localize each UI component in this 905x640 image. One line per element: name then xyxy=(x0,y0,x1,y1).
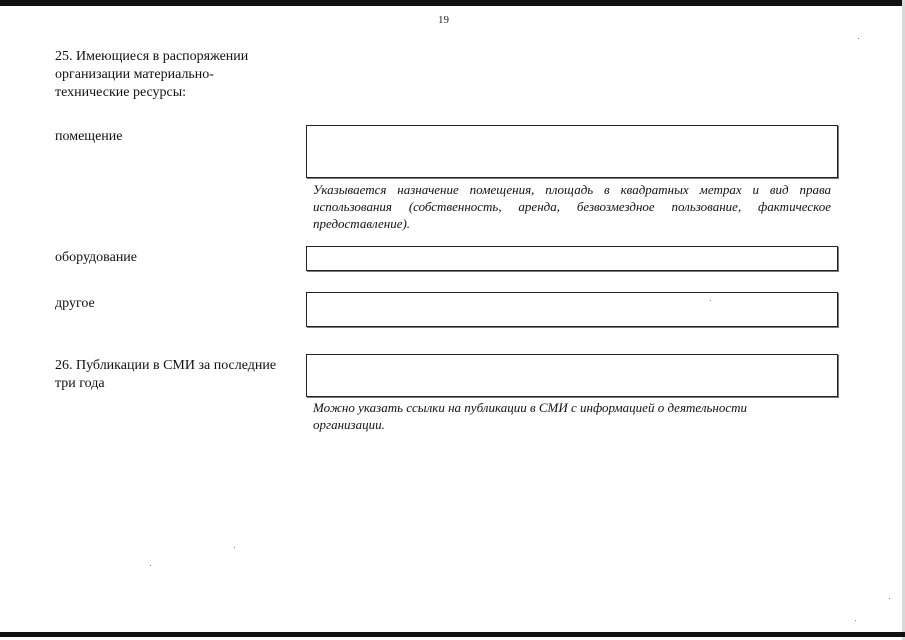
equipment-label: оборудование xyxy=(55,250,138,265)
page-top-border xyxy=(0,0,905,6)
other-label: другое xyxy=(55,296,95,311)
page-bottom-border xyxy=(0,632,905,637)
section-26-title: 26. Публикации в СМИ за последние три года xyxy=(55,358,277,391)
scan-speck xyxy=(858,38,859,39)
premises-label: помещение xyxy=(55,129,123,144)
premises-input-box[interactable] xyxy=(306,125,838,178)
other-input-box[interactable] xyxy=(306,292,838,327)
section-25-title: 25. Имеющиеся в распоряжении организации материально- технические ресурсы: xyxy=(55,49,249,100)
scan-speck xyxy=(889,598,890,599)
scan-speck xyxy=(150,565,151,566)
media-publications-input-box[interactable] xyxy=(306,354,838,397)
scan-speck xyxy=(710,300,711,301)
page-number: 19 xyxy=(438,14,449,26)
media-publications-hint: Можно указать ссылки на публикации в СМИ с информацией о деятельности организации. xyxy=(313,400,748,432)
scan-speck xyxy=(855,620,856,621)
premises-hint: Указывается назначение помещения, площадь в квадратных метрах и вид права использования (собственность, аренда, безвозмездное пользование, фактическое предоставление). xyxy=(313,182,831,231)
equipment-input-box[interactable] xyxy=(306,246,838,271)
scan-speck xyxy=(234,547,235,548)
